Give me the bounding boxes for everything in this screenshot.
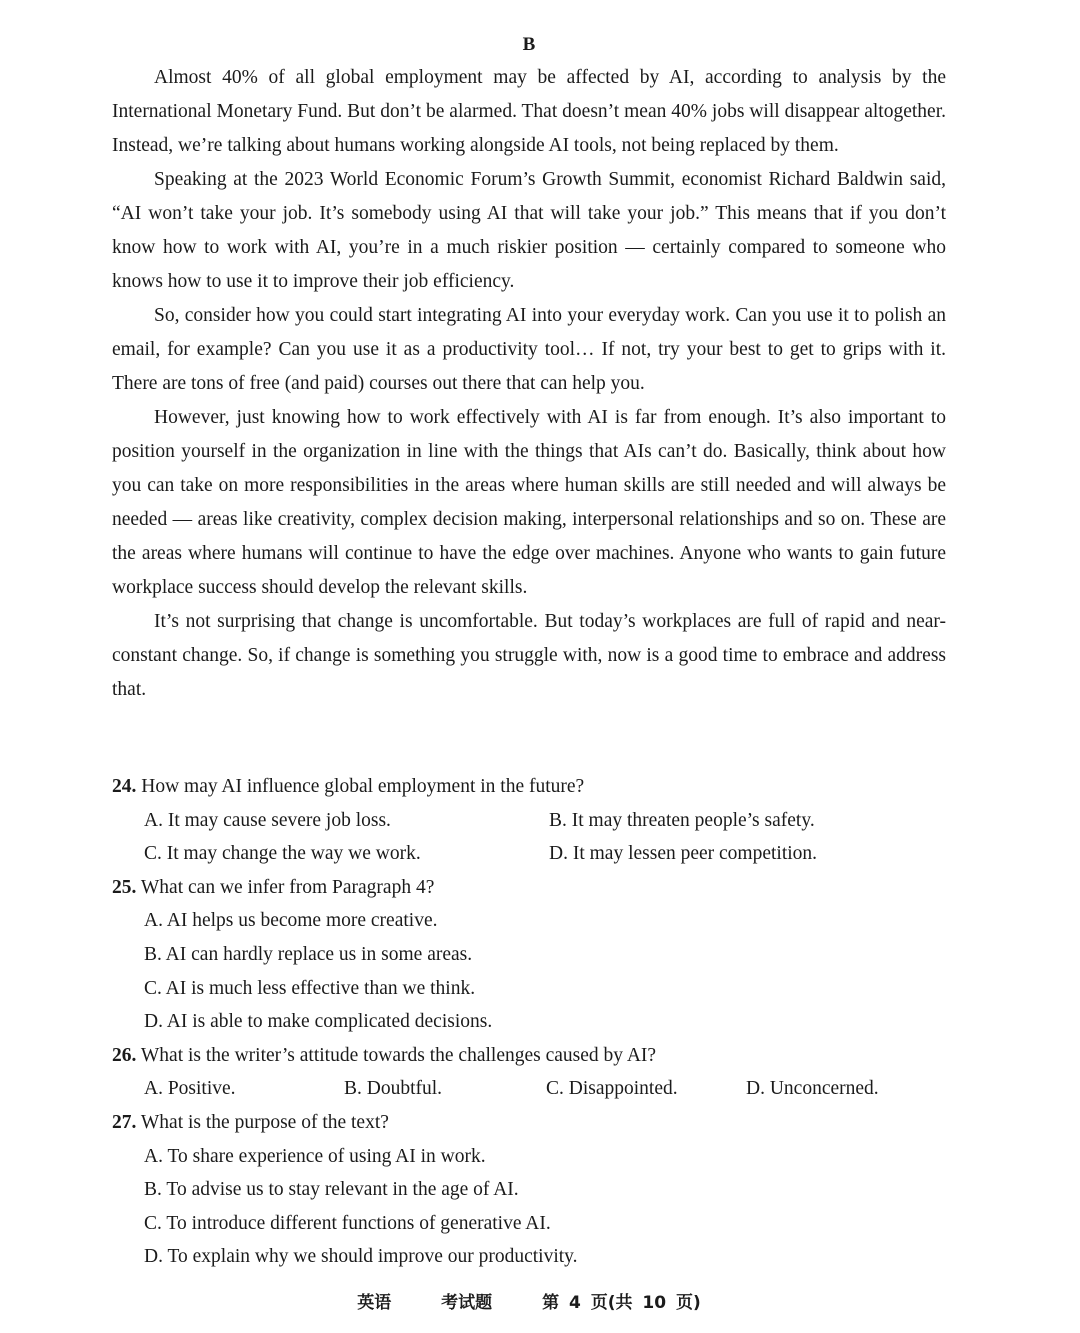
- option-a[interactable]: A. Positive.: [144, 1078, 236, 1100]
- question-text: What is the writer’s attitude towards the challenges caused by AI?: [140, 1044, 657, 1066]
- passage-paragraph-4: However, just knowing how to work effectively with AI is far from enough. It’s also important to position yourself in the organization in line with the things that AIs can’t do. Basically, think about how you can take on more responsibilities in the areas where human skills are still needed and will always be needed — areas like creativity, complex decision making, interpersonal relationships and so on. These are the areas where humans will continue to have the edge over machines. Anyone who wants to gain future workplace success should develop the relevant skills.: [112, 407, 946, 598]
- question-stem: [112, 871, 946, 905]
- option-b[interactable]: B. It may threaten people’s safety.: [549, 809, 815, 831]
- option-c[interactable]: C. AI is much less effective than we think.: [144, 977, 476, 999]
- reading-passage: [112, 61, 946, 707]
- option-c[interactable]: C. It may change the way we work.: [144, 843, 421, 865]
- footer-subject: 英语: [357, 1293, 392, 1313]
- question-text: What can we infer from Paragraph 4?: [140, 876, 435, 898]
- option-group: [112, 804, 946, 871]
- question-number: 24.: [112, 776, 137, 797]
- footer-page-number: 第 4 页(共 10 页): [542, 1293, 701, 1313]
- option-c[interactable]: C. Disappointed.: [546, 1078, 678, 1100]
- passage-paragraph-5: It’s not surprising that change is uncomfortable. But today’s workplaces are full of rapid and near-constant change. So, if change is something you struggle with, now is a good time to embrace and address that.: [112, 611, 946, 700]
- passage-paragraph-1: Almost 40% of all global employment may be affected by AI, according to analysis by the International Monetary Fund. But don’t be alarmed. That doesn’t mean 40% jobs will disappear altogether. Instead, we’re talking about humans working alongside AI tools, not being replaced by them.: [112, 67, 946, 156]
- question-stem: [112, 1106, 946, 1140]
- question-25: [112, 871, 946, 1039]
- section-label: B: [522, 34, 536, 55]
- question-26: [112, 1039, 946, 1106]
- page-footer: [0, 1288, 1058, 1313]
- option-group: [112, 1140, 946, 1274]
- option-d[interactable]: D. To explain why we should improve our productivity.: [144, 1246, 578, 1268]
- option-a[interactable]: A. To share experience of using AI in work.: [144, 1145, 486, 1167]
- question-text: What is the purpose of the text?: [140, 1111, 389, 1133]
- question-list: [112, 770, 946, 1274]
- question-stem: [112, 770, 946, 804]
- question-number: 26.: [112, 1044, 137, 1066]
- question-number: 27.: [112, 1111, 137, 1133]
- question-text: How may AI influence global employment in the future?: [141, 776, 585, 797]
- option-d[interactable]: D. It may lessen peer competition.: [549, 843, 818, 865]
- footer-exam-label: 考试题: [441, 1293, 493, 1313]
- option-c[interactable]: C. To introduce different functions of generative AI.: [144, 1212, 551, 1234]
- question-27: [112, 1106, 946, 1274]
- option-group: [112, 1072, 946, 1106]
- option-b[interactable]: B. AI can hardly replace us in some areas.: [144, 943, 473, 965]
- option-d[interactable]: D. AI is able to make complicated decisions.: [144, 1011, 493, 1033]
- question-number: 25.: [112, 876, 137, 898]
- passage-paragraph-2: Speaking at the 2023 World Economic Forum’s Growth Summit, economist Richard Baldwin said, “AI won’t take your job. It’s somebody using AI that will take your job.” This means that if you don’t know how to work with AI, you’re in a much riskier position — certainly compared to someone who knows how to use it to improve their job efficiency.: [112, 169, 946, 292]
- option-b[interactable]: B. To advise us to stay relevant in the age of AI.: [144, 1179, 519, 1201]
- question-24: [112, 770, 946, 871]
- question-stem: [112, 1039, 946, 1073]
- option-a[interactable]: A. It may cause severe job loss.: [144, 809, 391, 831]
- passage-paragraph-3: So, consider how you could start integrating AI into your everyday work. Can you use it to polish an email, for example? Can you use it as a productivity tool… If not, try your best to get to grips with it. There are tons of free (and paid) courses out there that can help you.: [112, 305, 946, 394]
- option-b[interactable]: B. Doubtful.: [344, 1078, 443, 1100]
- option-a[interactable]: A. AI helps us become more creative.: [144, 910, 438, 932]
- option-d[interactable]: D. Unconcerned.: [746, 1078, 879, 1100]
- option-group: [112, 904, 946, 1038]
